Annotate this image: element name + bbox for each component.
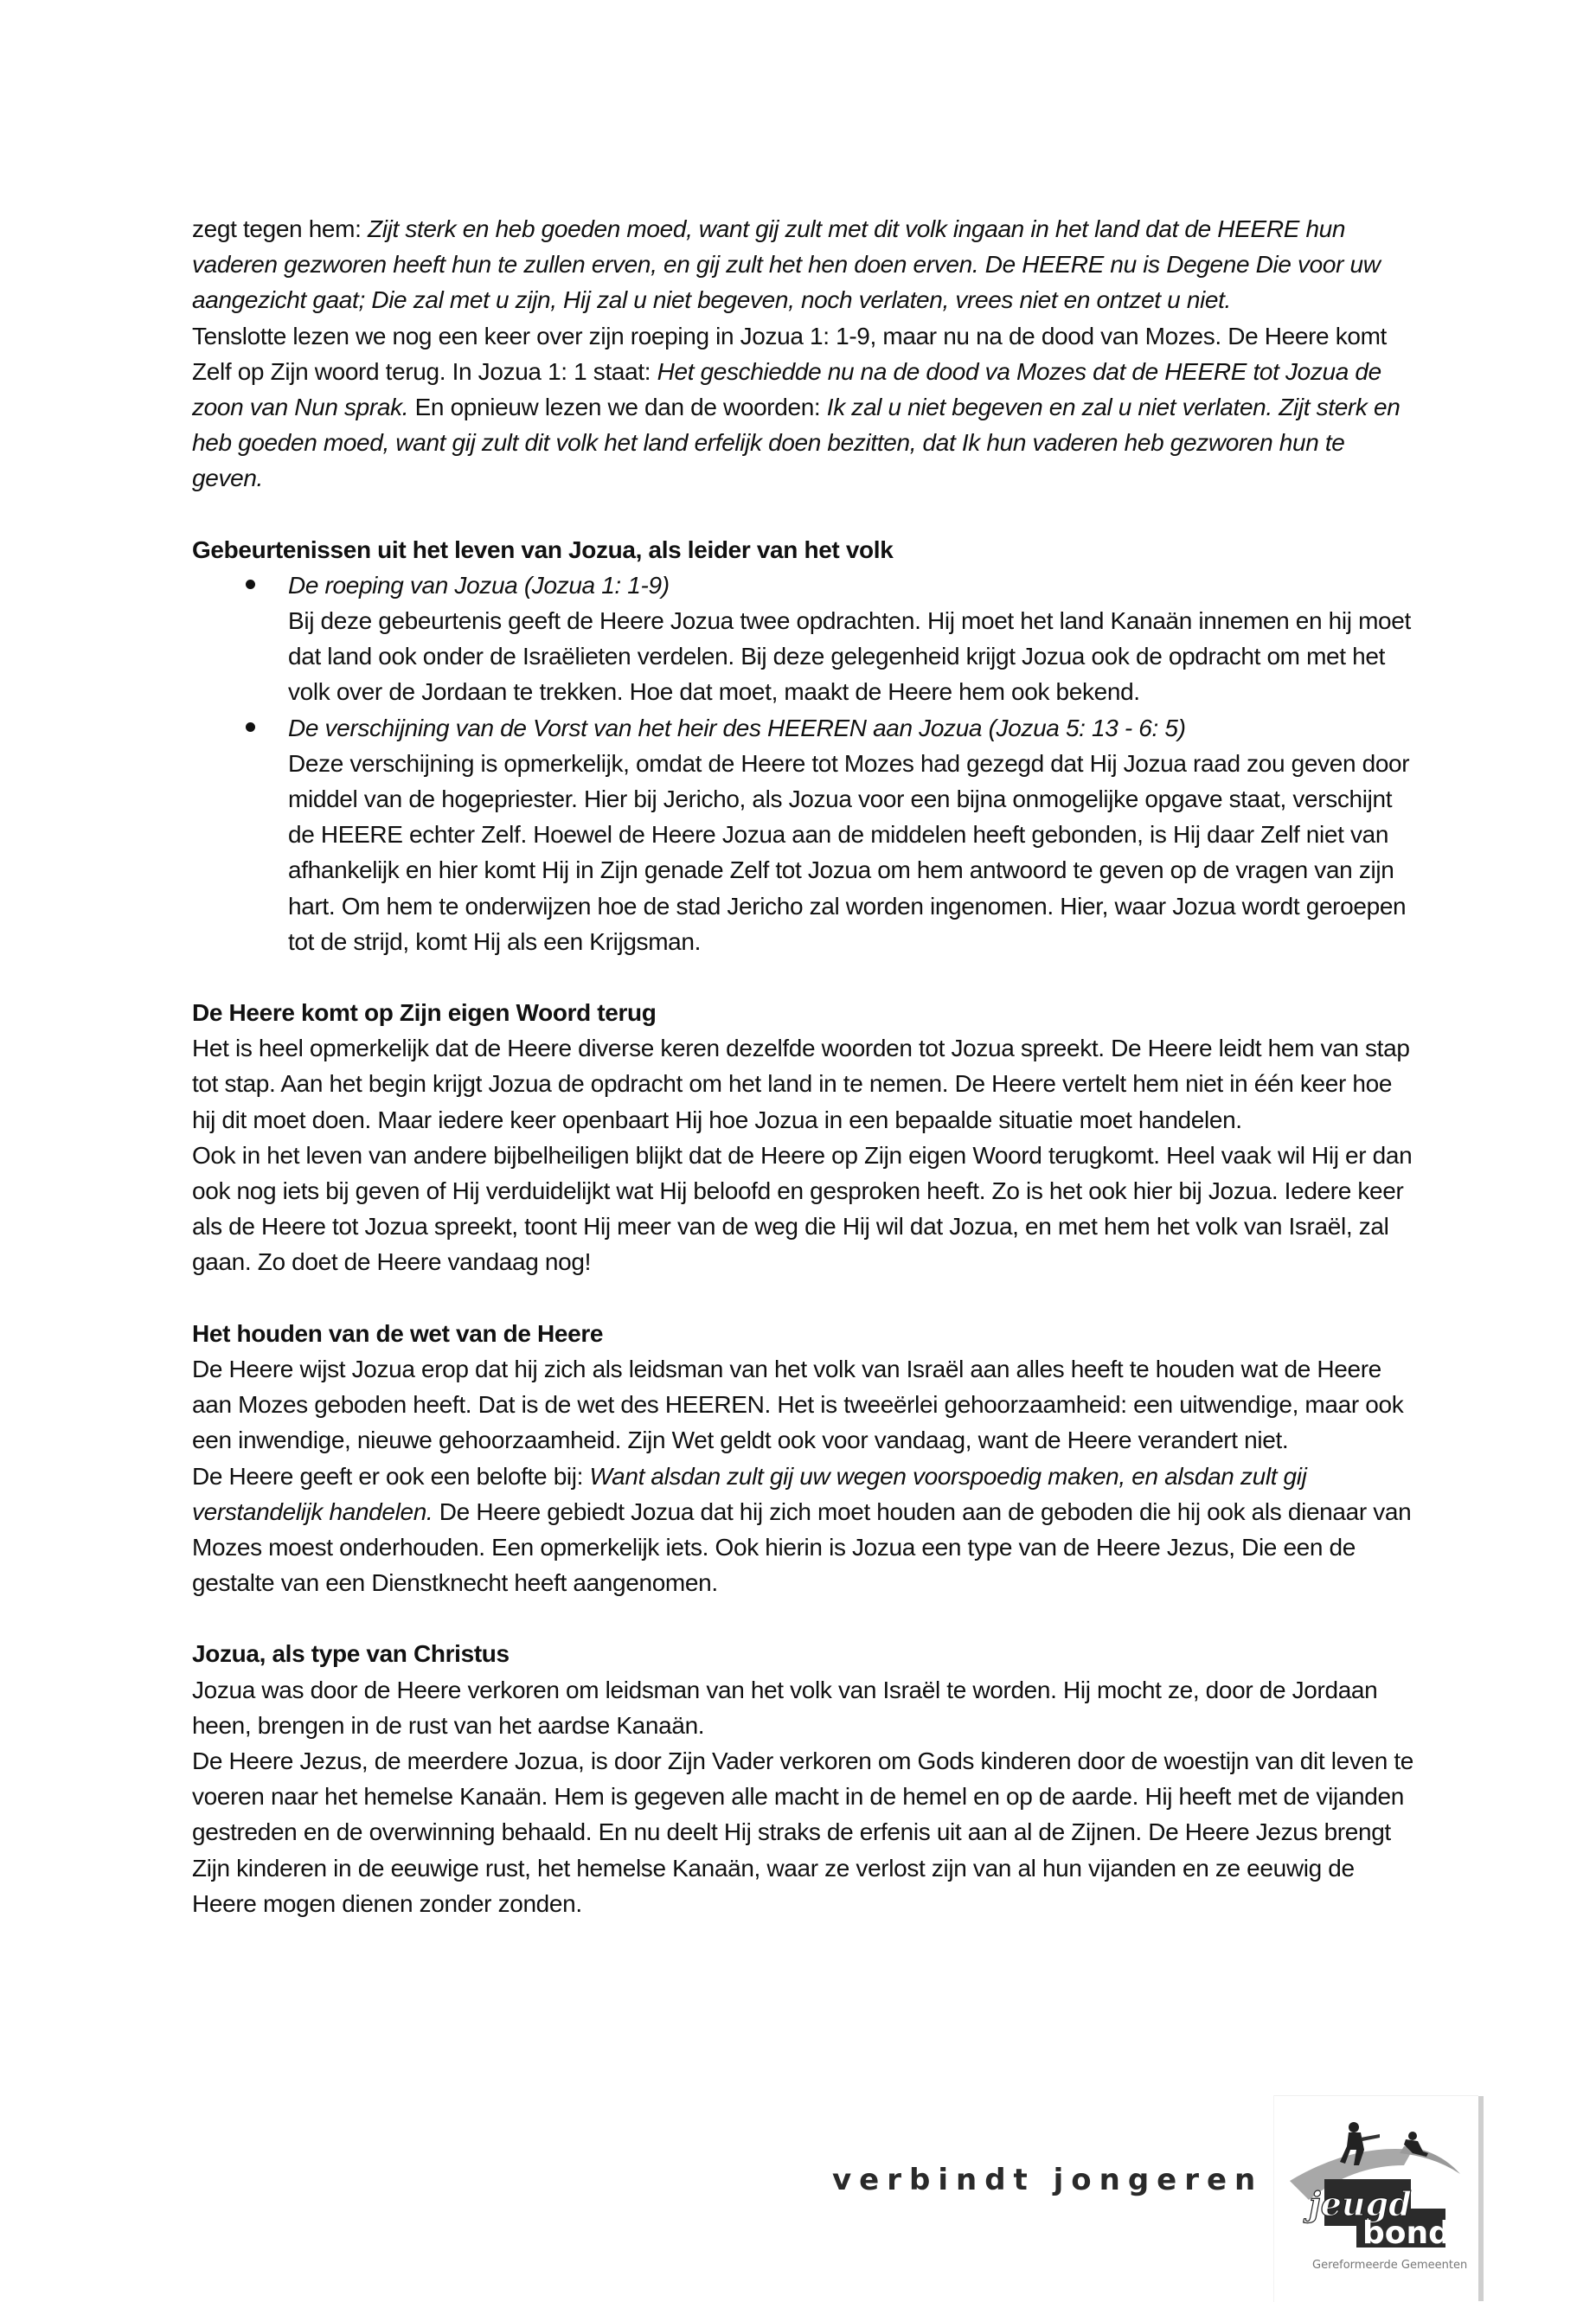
spacer xyxy=(192,1600,1420,1636)
paragraph: De Heere wijst Jozua erop dat hij zich als leidsman van het volk van Israël aan alles heeft te houden wat de Heere aan Mozes geboden heeft. Dat is de wet des HEEREN. Het is tweeërlei gehoorzaamheid: een uitwendige, maar ook een inwendige, nieuwe gehoorzaamheid. Zijn Wet geldt ook voor vandaag, want de Heere verandert niet. xyxy=(192,1355,1404,1454)
spacer xyxy=(192,497,1420,532)
paragraph: Jozua was door de Heere verkoren om leidsman van het volk van Israël te worden. Hij mocht ze, door de Jordaan heen, brengen in de rust van het aardse Kanaän. xyxy=(192,1676,1378,1739)
section-heading-law: Het houden van de wet van de Heere xyxy=(192,1319,604,1347)
spacer xyxy=(192,1280,1420,1316)
list-item xyxy=(192,710,1420,959)
document-body xyxy=(192,211,1420,1921)
events-list xyxy=(192,567,1420,959)
footer-slogan: verbindt jongeren xyxy=(832,2163,1264,2197)
intro-paragraph: zegt tegen hem: Zijt sterk en heb goeden moed, want gij zult met dit volk ingaan in het land dat de HEERE hun vaderen gezworen heeft hun te zullen erven, en gij zult het hen doen erven. De HEERE nu is Degene Die voor uw aangezicht gaat; Die zal met u zijn, Hij zal u niet begeven, noch verlaten, vrees niet en ontzet u niet. xyxy=(192,215,1381,314)
section-heading-christ: Jozua, als type van Christus xyxy=(192,1640,510,1668)
calling-paragraph: Tenslotte lezen we nog een keer over zijn roeping in Jozua 1: 1-9, maar nu na de dood van Mozes. De Heere komt Zelf op Zijn woord terug. In Jozua 1: 1 staat: Het geschiedde nu na de dood va Mozes dat de HEERE tot Jozua de zoon van Nun sprak. En opnieuw lezen we dan de woorden: Ik zal u niet begeven en zal u niet verlaten. Zijt sterk en heb goeden moed, want gij zult dit volk het land erfelijk doen bezitten, dat Ik hun vaderen heb gezworen hun te geven. xyxy=(192,322,1401,492)
paragraph: Het is heel opmerkelijk dat de Heere diverse keren dezelfde woorden tot Jozua spreekt. De Heere leidt hem van stap tot stap. Aan het begin krijgt Jozua de opdracht om het land in te nemen. De Heere vertelt hem niet in één keer hoe hij dit moet doen. Maar iedere keer openbaart Hij hoe Jozua in een bepaalde situatie moet handelen. xyxy=(192,1035,1410,1133)
paragraph: Ook in het leven van andere bijbelheiligen blijkt dat de Heere op Zijn eigen Woord terugkomt. Heel vaak wil Hij er dan ook nog iets bij geven of Hij verduidelijkt wat Hij beloofd en gesproken heeft. Zo is het ook hier bij Jozua. Iedere keer als de Heere tot Jozua spreekt, toont Hij meer van de weg die Hij wil dat Jozua, en met hem het volk van Israël, zal gaan. Zo doet de Heere vandaag nog! xyxy=(192,1141,1413,1276)
event-text: Deze verschijning is opmerkelijk, omdat de Heere tot Mozes had gezegd dat Hij Jozua raad zou geven door middel van de hogepriester. Hier bij Jericho, als Jozua voor een bijna onmogelijke opgave staat, verschijnt de HEERE echter Zelf. Hoewel de Heere Jozua aan de middelen heeft gebonden, is Hij daar Zelf niet van afhankelijk en hier komt Hij in Zijn genade Zelf tot Jozua om hem antwoord te geven op de vragen van zijn hart. Om hem te onderwijzen hoe de stad Jericho zal worden ingenomen. Hier, waar Jozua wordt geroepen tot de strijd, komt Hij als een Krijgsman. xyxy=(288,749,1410,955)
spacer xyxy=(192,959,1420,995)
section-heading-word: De Heere komt op Zijn eigen Woord terug xyxy=(192,999,657,1027)
logo-subtitle: Gereformeerde Gemeenten xyxy=(1312,2259,1468,2272)
svg-text:jeugd: jeugd xyxy=(1309,2184,1412,2223)
event-title: De roeping van Jozua (Jozua 1: 1-9) xyxy=(288,571,670,599)
paragraph: De Heere geeft er ook een belofte bij: Want alsdan zult gij uw wegen voorspoedig maken, en alsdan zult gij verstandelijk handelen. De Heere gebiedt Jozua dat hij zich moet houden aan de geboden die hij ook als dienaar van Mozes moest onderhouden. Een opmerkelijk iets. Ook hierin is Jozua een type van de Heere Jezus, Die een de gestalte van een Dienstknecht heeft aangenomen. xyxy=(192,1462,1412,1597)
logo-figures-icon xyxy=(1274,2096,1478,2260)
paragraph: De Heere Jezus, de meerdere Jozua, is door Zijn Vader verkoren om Gods kinderen door de woestijn van dit leven te voeren naar het hemelse Kanaän. Hem is gegeven alle macht in de hemel en op de aarde. Hij heeft met de vijanden gestreden en de overwinning behaald. En nu deelt Hij straks de erfenis uit aan al de Zijnen. De Heere Jezus brengt Zijn kinderen in de eeuwige rust, het hemelse Kanaän, waar ze verlost zijn van al hun vijanden en ze eeuwig de Heere mogen dienen zonder zonden. xyxy=(192,1747,1414,1917)
section-heading-events: Gebeurtenissen uit het leven van Jozua, als leider van het volk xyxy=(192,535,894,563)
jeugdbond-logo xyxy=(1273,2095,1478,2302)
event-title: De verschijning van de Vorst van het heir des HEEREN aan Jozua (Jozua 5: 13 - 6: 5) xyxy=(288,714,1186,741)
bullet-icon xyxy=(246,580,255,589)
list-item xyxy=(192,567,1420,710)
event-text: Bij deze gebeurtenis geeft de Heere Jozua twee opdrachten. Hij moet het land Kanaän innemen en hij moet dat land ook onder de Israëlieten verdelen. Bij deze gelegenheid krijgt Jozua ook de opdracht om met het volk over de Jordaan te trekken. Hoe dat moet, maakt de Heere hem ook bekend. xyxy=(288,607,1411,706)
svg-text:bond: bond xyxy=(1362,2215,1451,2251)
bullet-icon xyxy=(246,722,255,732)
